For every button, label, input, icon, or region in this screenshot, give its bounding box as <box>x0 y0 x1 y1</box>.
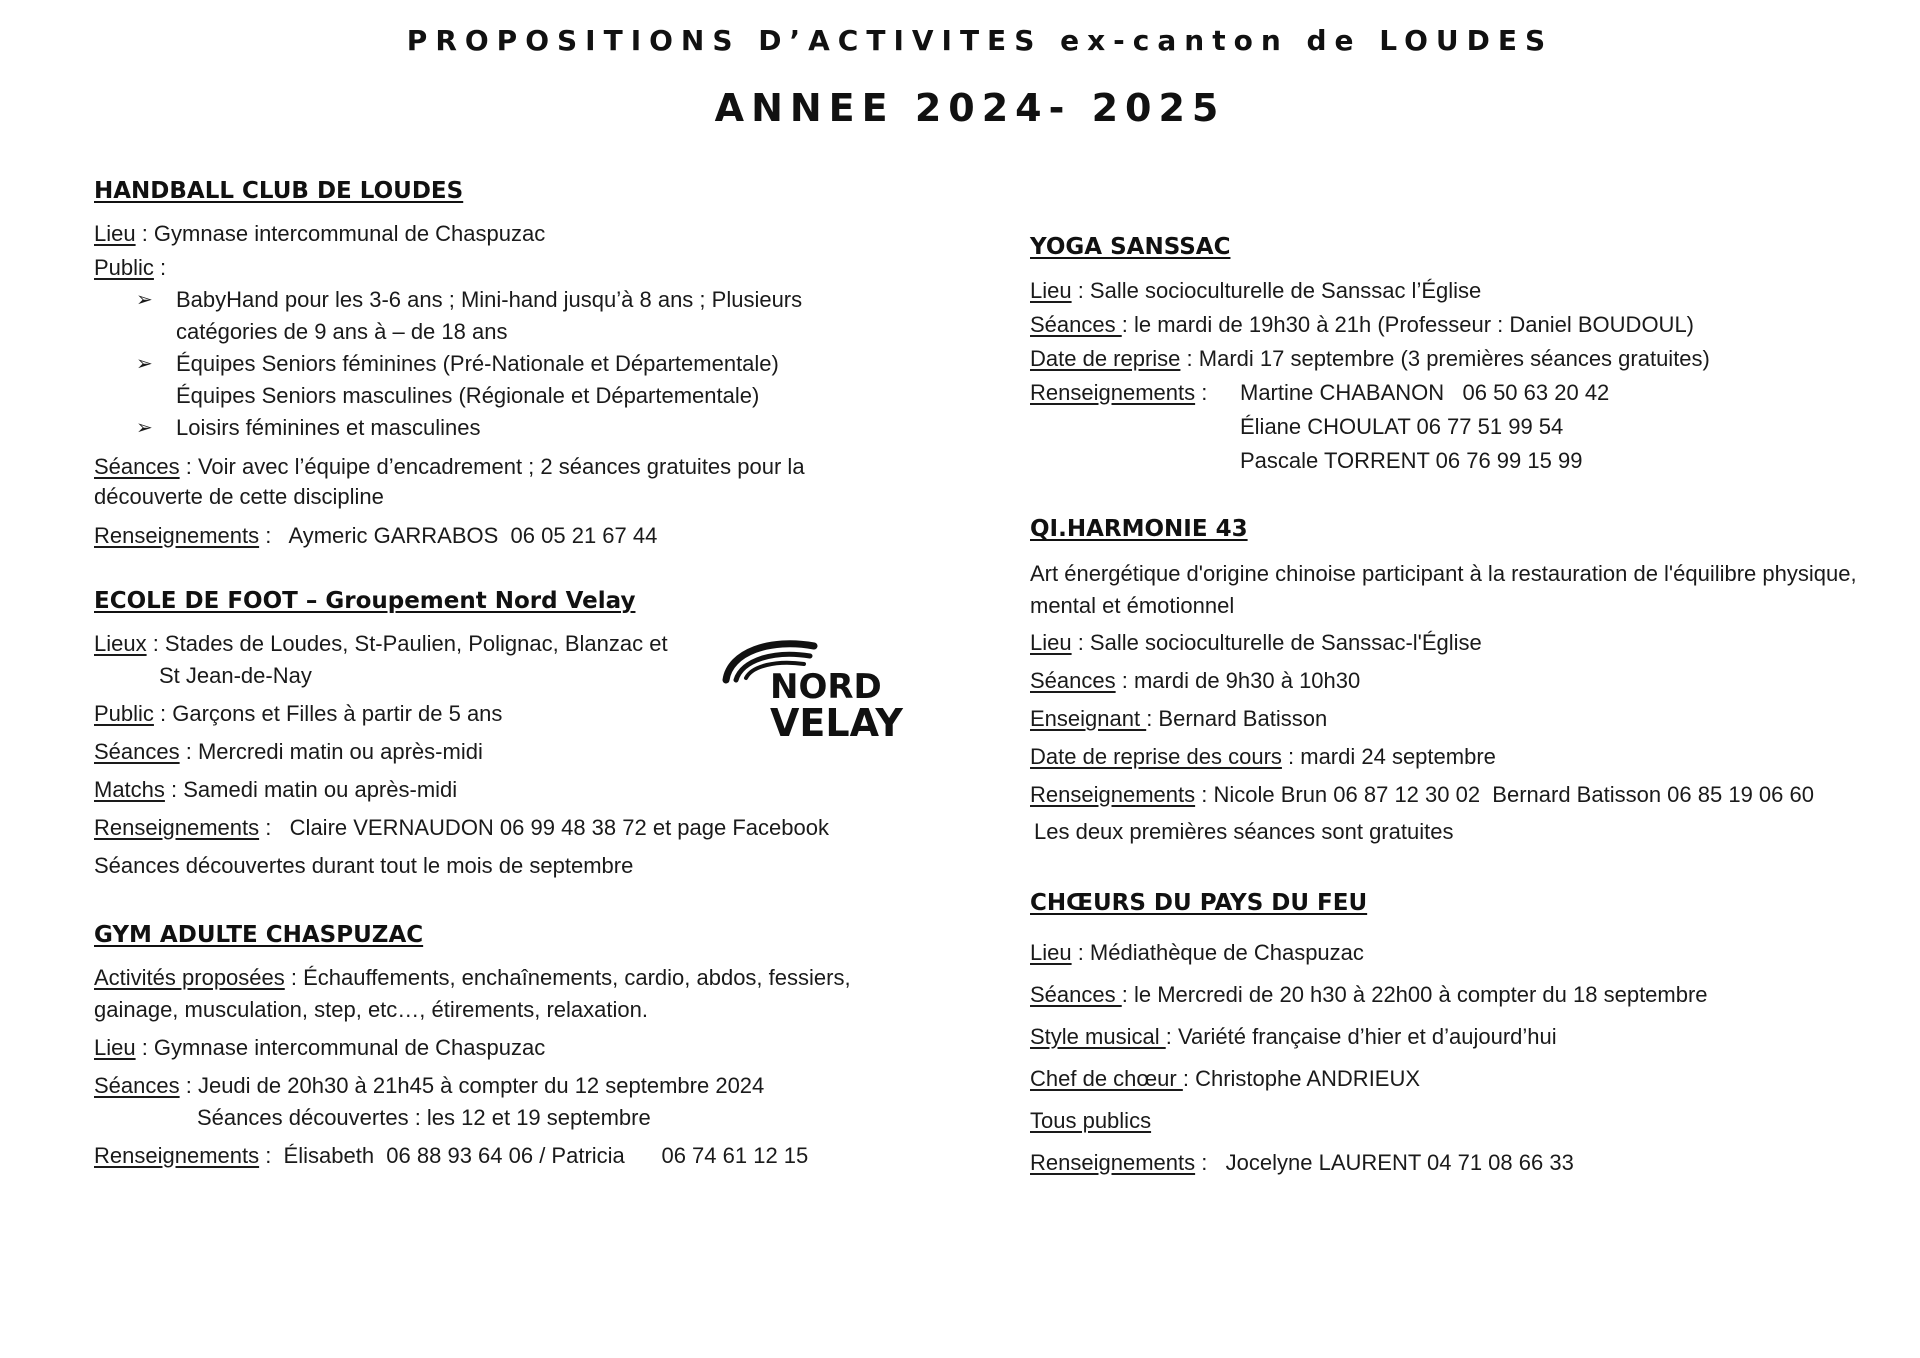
label-seances: Séances <box>1030 668 1116 693</box>
arrow-bullet-icon: ➢ <box>136 353 153 375</box>
value-renseignements: : Claire VERNAUDON 06 99 48 38 72 et page Facebook <box>259 815 829 840</box>
value-matchs: : Samedi matin ou après-midi <box>164 777 458 802</box>
value-seances: : le mardi de 19h30 à 21h (Professeur : Daniel BOUDOUL) <box>1121 312 1695 337</box>
value-seances: : Voir avec l’équipe d’encadrement ; 2 séances gratuites pour la découverte de cette discipline <box>94 454 805 509</box>
choeurs-lieu <box>1030 932 1910 974</box>
choeurs-style <box>1030 1016 1910 1058</box>
label-chef-de-choeur: Chef de chœur <box>1030 1066 1183 1091</box>
value-seances: : Jeudi de 20h30 à 21h45 à compter du 12 septembre 2024 <box>179 1073 765 1098</box>
label-style-musical: Style musical <box>1030 1024 1166 1049</box>
value-renseignements: : Élisabeth 06 88 93 64 06 / Patricia 06 74 61 12 15 <box>259 1143 809 1168</box>
label-renseignements: Renseignements <box>94 815 260 840</box>
label-renseignements: Renseignements <box>94 1143 260 1168</box>
value-style-musical: : Variété française d’hier et d’aujourd’hui <box>1165 1024 1557 1049</box>
section-choeurs <box>1030 890 1910 1184</box>
section-title-choeurs: CHŒURS DU PAYS DU FEU <box>1030 890 1368 916</box>
page-subtitle-year: ANNEE 2024- 2025 <box>714 86 1226 130</box>
choeurs-renseignements <box>1030 1142 1910 1184</box>
label-tous-publics: Tous publics <box>1030 1108 1152 1133</box>
value-renseignements: : Jocelyne LAURENT 04 71 08 66 33 <box>1195 1150 1574 1175</box>
qi-enseignant <box>1030 700 1910 738</box>
label-seances: Séances <box>94 739 180 764</box>
yoga-reprise <box>1030 342 1910 376</box>
section-title-handball: HANDBALL CLUB DE LOUDES <box>94 178 464 204</box>
bullet-text: Loisirs féminines et masculines <box>176 415 481 440</box>
value-enseignant: : Bernard Batisson <box>1146 706 1328 731</box>
section-title-qi-harmonie: QI.HARMONIE 43 <box>1030 516 1248 542</box>
value-lieu: : Médiathèque de Chaspuzac <box>1071 940 1364 965</box>
value-date-reprise: : Mardi 17 septembre (3 premières séances gratuites) <box>1180 346 1710 371</box>
yoga-lieu <box>1030 274 1910 308</box>
page-title: PROPOSITIONS D’ACTIVITES ex-canton de LOUDES <box>406 24 1554 57</box>
label-renseignements: Renseignements <box>1030 1150 1196 1175</box>
section-title-gym: GYM ADULTE CHASPUZAC <box>94 922 424 948</box>
value-seances: : Mercredi matin ou après-midi <box>179 739 483 764</box>
value-public: : Garçons et Filles à partir de 5 ans <box>153 701 503 726</box>
bullet-text: BabyHand pour les 3-6 ans ; Mini-hand jusqu’à 8 ans ; Plusieurs catégories de 9 ans à – de 18 ans <box>176 287 803 344</box>
gym-activites <box>94 962 914 1026</box>
label-lieu: Lieu <box>94 221 136 246</box>
qi-note: Les deux premières séances sont gratuites <box>1034 819 1454 844</box>
label-lieux: Lieux <box>94 631 147 656</box>
qi-lieu <box>1030 624 1910 662</box>
label-date-reprise: Date de reprise <box>1030 346 1181 371</box>
bullet-text: Équipes Seniors masculines (Régionale et Départementale) <box>176 383 760 408</box>
yoga-renseignements <box>1030 376 1910 410</box>
qi-reprise <box>1030 738 1910 776</box>
choeurs-chef <box>1030 1058 1910 1100</box>
section-yoga <box>1030 234 1910 478</box>
yoga-contact-1: Martine CHABANON 06 50 63 20 42 <box>1240 380 1610 405</box>
handball-bullet-2 <box>94 348 954 380</box>
handball-lieu <box>94 218 954 250</box>
qi-description: Art énergétique d'origine chinoise participant à la restauration de l'équilibre physique, mental et émotionnel <box>1030 561 1857 618</box>
right-column <box>1030 234 1910 1184</box>
label-renseignements: Renseignements <box>1030 380 1196 405</box>
choeurs-seances <box>1030 974 1910 1016</box>
label-lieu: Lieu <box>1030 940 1072 965</box>
handball-seances <box>94 452 884 512</box>
value-lieu: : Salle socioculturelle de Sanssac l’Église <box>1071 278 1482 303</box>
label-public: Public <box>94 255 154 280</box>
arrow-bullet-icon: ➢ <box>136 289 153 311</box>
nord-velay-logo <box>718 634 903 745</box>
label-seances: Séances <box>1030 312 1122 337</box>
section-handball <box>94 178 954 552</box>
value-separator: : <box>1195 380 1208 405</box>
gym-lieu <box>94 1032 954 1064</box>
value-chef-de-choeur: : Christophe ANDRIEUX <box>1182 1066 1421 1091</box>
value-lieu: : Gymnase intercommunal de Chaspuzac <box>135 221 546 246</box>
handball-bullet-3 <box>94 412 954 444</box>
value-renseignements: : Nicole Brun 06 87 12 30 02 Bernard Batisson 06 85 19 06 60 <box>1195 782 1814 807</box>
label-seances: Séances <box>94 1073 180 1098</box>
yoga-seances <box>1030 308 1910 342</box>
gym-seances-decouvertes: Séances découvertes : les 12 et 19 septembre <box>197 1105 651 1130</box>
section-title-foot: ECOLE DE FOOT – Groupement Nord Velay <box>94 588 636 614</box>
section-gym <box>94 922 954 1172</box>
section-title-yoga: YOGA SANSSAC <box>1030 234 1231 260</box>
handball-renseignements <box>94 520 954 552</box>
bullet-text: Équipes Seniors féminines (Pré-Nationale et Départementale) <box>176 351 779 376</box>
value-date-reprise: : mardi 24 septembre <box>1281 744 1496 769</box>
label-date-reprise: Date de reprise des cours <box>1030 744 1282 769</box>
label-renseignements: Renseignements <box>1030 782 1196 807</box>
handball-bullet-1 <box>94 284 876 348</box>
logo-text-nord: NORD <box>770 667 882 707</box>
gym-seances <box>94 1070 954 1102</box>
nord-velay-swoosh-icon <box>718 634 903 745</box>
qi-seances <box>1030 662 1910 700</box>
label-seances: Séances <box>1030 982 1122 1007</box>
foot-matchs <box>94 774 954 806</box>
value-public: : <box>153 255 167 280</box>
foot-lieux-cont: St Jean-de-Nay <box>159 663 312 688</box>
value-renseignements: : Aymeric GARRABOS 06 05 21 67 44 <box>259 523 658 548</box>
choeurs-tous-publics <box>1030 1100 1910 1142</box>
handball-public <box>94 252 954 284</box>
qi-renseignements <box>1030 776 1910 814</box>
gym-renseignements <box>94 1140 954 1172</box>
label-public: Public <box>94 701 154 726</box>
label-matchs: Matchs <box>94 777 165 802</box>
label-enseignant: Enseignant <box>1030 706 1147 731</box>
section-qi-harmonie <box>1030 516 1910 850</box>
value-seances: : mardi de 9h30 à 10h30 <box>1115 668 1361 693</box>
value-seances: : le Mercredi de 20 h30 à 22h00 à compter du 18 septembre <box>1121 982 1708 1007</box>
value-activites: : Échauffements, enchaînements, cardio, abdos, fessiers, gainage, musculation, step, etc…, étirements, relaxation. <box>94 965 851 1022</box>
label-activites: Activités proposées <box>94 965 285 990</box>
label-lieu: Lieu <box>1030 278 1072 303</box>
value-lieu: : Gymnase intercommunal de Chaspuzac <box>135 1035 546 1060</box>
logo-text-velay: VELAY <box>770 701 903 745</box>
foot-renseignements <box>94 812 954 844</box>
label-seances: Séances <box>94 454 180 479</box>
label-renseignements: Renseignements <box>94 523 260 548</box>
value-lieux: : Stades de Loudes, St-Paulien, Polignac, Blanzac et <box>146 631 668 656</box>
label-lieu: Lieu <box>1030 630 1072 655</box>
arrow-bullet-icon: ➢ <box>136 417 153 439</box>
yoga-contact-2: Éliane CHOULAT 06 77 51 99 54 <box>1240 414 1564 439</box>
value-lieu: : Salle socioculturelle de Sanssac-l'Église <box>1071 630 1482 655</box>
label-lieu: Lieu <box>94 1035 136 1060</box>
foot-note: Séances découvertes durant tout le mois de septembre <box>94 853 634 878</box>
handball-bullet-2b <box>94 380 954 412</box>
yoga-contact-3: Pascale TORRENT 06 76 99 15 99 <box>1240 448 1583 473</box>
